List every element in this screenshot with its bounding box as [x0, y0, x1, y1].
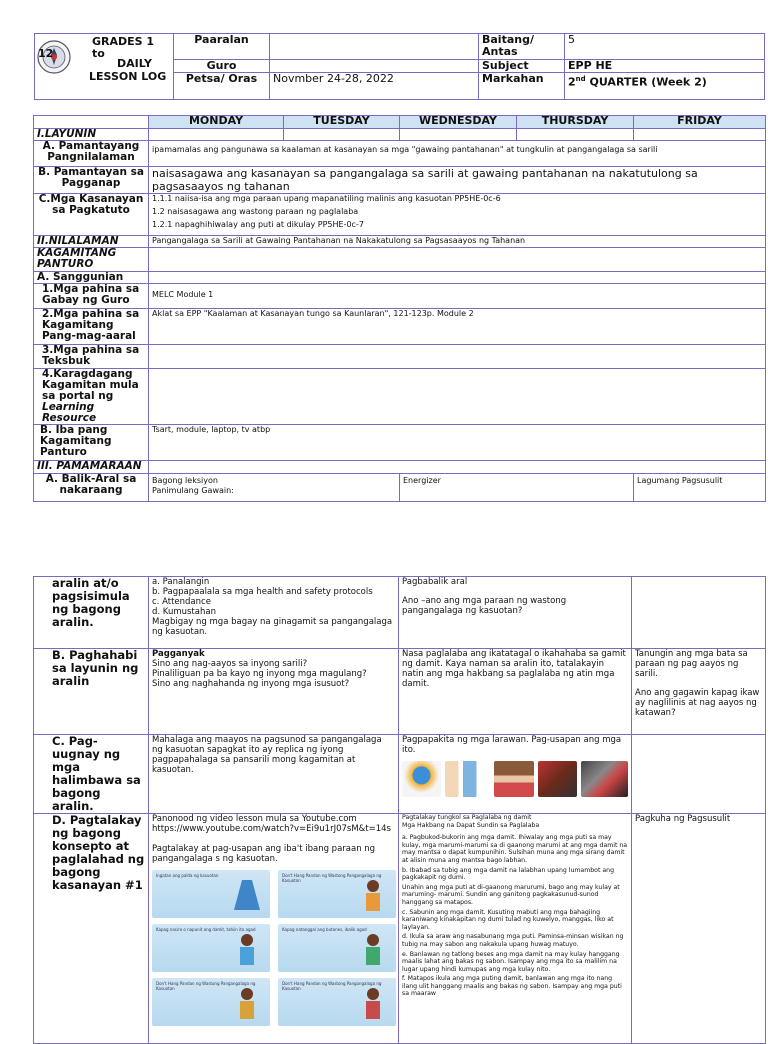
kasanayan-list: [149, 194, 766, 236]
picture-strip: [402, 761, 628, 797]
paaralan-value[interactable]: [270, 34, 479, 60]
lesson-table-continued: [33, 576, 766, 1044]
nilalaman-heading: II.NILALAMAN: [34, 236, 149, 248]
balik-aral-label: A. Balik-Aral sa nakaraang: [34, 474, 149, 502]
header-daily: DAILY: [117, 57, 152, 70]
day-tuesday: TUESDAY: [284, 116, 400, 129]
hanging-card: Don't Hang Pandan ng Wastong Pangangalaga ng Kasuotan: [152, 978, 270, 1026]
kasanayan-item: 1.2 naisasagawa ang wastong paraan ng paglalaba: [152, 207, 359, 216]
gabay-text: MELC Module 1: [149, 284, 766, 309]
pag-uugnay-label: C. Pag-uugnay ng mga halimbawa sa bagong aralin.: [34, 735, 149, 814]
iba-pang-kagamitan-text: Tsart, module, laptop, tv atbp: [149, 425, 766, 461]
pamantayan-pagganap-text: naisasagawa ang kasanayan sa pangangalaga sa sarili at gawaing pantahanan na nakatutulong sa pagsasaayos ng tahanan: [149, 167, 766, 194]
markahan-label: Markahan: [479, 73, 565, 100]
kagamitang-mag-aaral-label: 2.Mga pahina sa Kagamitang Pang-mag-aaral: [34, 309, 149, 345]
pamantayan-pagganap-label: B. Pamantayan sa Pagganap: [34, 167, 149, 194]
petsa-label: Petsa/ Oras: [174, 73, 270, 100]
girl-image: [494, 761, 533, 797]
baitang-value[interactable]: 5: [565, 34, 765, 60]
baitang-label: Baitang/ Antas: [479, 34, 565, 60]
nilalaman-text: Pangangalaga sa Sarili at Gawaing Pantahanan na Nakakatulong sa Pagsasaayos ng Tahanan: [149, 236, 766, 248]
r1-monday: a. Panalangin b. Pagpapaalala sa mga health and safety protocols c. Attendance d. Kumustahan Magbigay ng mga bagay na ginagamit sa pangangalaga ng kasuotan.: [149, 577, 399, 649]
petsa-value[interactable]: Novmber 24-28, 2022: [270, 73, 479, 100]
boy-card: Don't Hang Pandan ng Wastong Pangangalaga ng Kasuotan: [278, 978, 396, 1026]
iba-pang-kagamitan-label: B. Iba pang Kagamitang Panturo: [34, 425, 149, 461]
quarter-value[interactable]: 2nd QUARTER (Week 2): [565, 73, 765, 100]
balik-aral-label-cont: aralin at/o pagsisimula ng bagong aralin.: [34, 577, 149, 649]
header-grades: GRADES 1 to: [92, 35, 155, 60]
r4-wednesday: Pagtalakay tungkol sa Paglalaba ng damit Mga Hakbang na Dapat Sundin sa Paglalaba a. Pagbukod-bukorin ang mga damit. Ihiwalay ang mga puti sa may kulay, mga marumi-marumi sa di gaanong marumi at ang mga damit na may mantsa o dapat kumpunihin. Sulsihan muna ang mga sirang damit at alisin muna ang mantsa bago labhan. b. Ibabad sa tubig ang mga damit na lalabhan upang lumambot ang pagkakapit ng dumi. Unahin ang mga puti at di-gaanong marurumi, bago ang may kulay at maruming- marumi. Sundin ang ganitong pagkakasunud-sunod hanggang sa matapos. c. Sabunin ang mga damit. Kusuting mabuti ang mga bahagiing karaniwang kinakapitan ng dumi tulad ng kuwelyo, manggas, liko at laylayan. d. Ikula sa araw ang nasabunang mga puti. Paminsa-minsan wisikan ng tubig na may sabon ang nakakula upang huwag matuyo. e. Banlawan ng tatlong beses ang mga damit na may kulay hanggang maalis lahat ang bakas ng sabon. Isampay ang mga ito sa malilim na lugar upang hindi kumupas ang mga kulay nito. f. Matapos ikula ang mga puting damit, banlawan ang mga ito nang ilang ulit hanggang maalis ang bakas ng sabon. Isampay ang mga puti sa maaraw: [399, 814, 632, 1044]
r3-monday: Mahalaga ang maayos na pagsunod sa pangangalaga ng kasuotan sapagkat ito ay replica ng iyong pagpapahalaga sa pansarili mong kagamitan at kasuotan.: [149, 735, 399, 814]
day-friday: FRIDAY: [634, 116, 766, 129]
skirt-card: Ingatan ang palda ng kasuotan: [152, 870, 270, 918]
subject-label: Subject: [479, 60, 565, 73]
illustration-cards: [152, 870, 395, 1026]
layunin-heading: I.LAYUNIN: [34, 129, 149, 141]
paaralan-label: Paaralan: [174, 34, 270, 60]
room-image: [538, 761, 577, 797]
lesson-table-top: [33, 115, 766, 502]
laundry-basin-image: [402, 761, 441, 797]
kagamitang-heading: KAGAMITANG PANTURO: [34, 248, 149, 272]
grade-number: 12: [38, 47, 54, 60]
kasanayan-item: 1.2.1 napaghihiwalay ang puti at dikulay PP5HE-0c-7: [152, 220, 364, 229]
video-link[interactable]: https://www.youtube.com/watch?v=Ei9u1rJ07sM&t=14s: [152, 824, 391, 834]
subject-value[interactable]: EPP HE: [565, 60, 765, 73]
kasanayan-label: C.Mga Kasanayan sa Pagkatuto: [34, 194, 149, 236]
sewing-card: Kapag nasira o napunit ang damit, tahiin ito agad: [152, 924, 270, 972]
r3-wednesday: Pagpapakita ng mga larawan. Pag-usapan ang mga ito.: [399, 735, 632, 814]
paghahabi-label: B. Paghahabi sa layunin ng aralin: [34, 649, 149, 735]
children-image: [445, 761, 490, 797]
pamantayang-pangnilalaman-text: ipamamalas ang pangunawa sa kaalaman at kasanayan sa mga "gawaing pantahanan" at tungkulin at pangangalaga sa sarili: [149, 141, 766, 167]
header-lesson-log: LESSON LOG: [89, 70, 167, 83]
r2-monday: Pagganyak Sino ang nag-aayos sa inyong sarili? Pinaliliguan pa ba kayo ng inyong mga magulang? Sino ang naghahanda ng inyong mga isusuot?: [149, 649, 399, 735]
day-thursday: THURSDAY: [517, 116, 634, 129]
sanggunian-heading: A. Sanggunian: [34, 272, 149, 284]
kasanayan-item: 1.1.1 naiisa-isa ang mga paraan upang mapanatiling malinis ang kasuotan PP5HE-0c-6: [152, 194, 501, 203]
pamantayang-pangnilalaman-label: A. Pamantayang Pangnilalaman: [34, 141, 149, 167]
day-wednesday: WEDNESDAY: [400, 116, 517, 129]
header-table: [34, 33, 765, 100]
karagdagang-label: 4.Karagdagang Kagamitan mula sa portal ng Learning Resource: [34, 369, 149, 425]
corner-cell: [34, 116, 149, 129]
balik-aral-monday: Bagong leksiyon Panimulang Gawain:: [149, 474, 400, 502]
header-title-cell: [35, 34, 174, 100]
r4-friday: Pagkuha ng Pagsusulit: [632, 814, 766, 1044]
kagamitang-mag-aaral-text: Aklat sa EPP "Kaalaman at Kasanayan tungo sa Kaunlaran", 121-123p. Module 2: [149, 309, 766, 345]
button-card: Kapag natanggal ang butones, ibalik agad: [278, 924, 396, 972]
r2-wednesday: Nasa paglalaba ang ikatatagal o ikahahaba sa gamit ng damit. Kaya naman sa aralin ito, tatalakayin natin ang mga hakbang sa paglalaba ng atin mga damit.: [399, 649, 632, 735]
guro-label: Guro: [174, 60, 270, 73]
pagtalakay-label: D. Pagtalakay ng bagong konsepto at paglalahad ng bagong kasanayan #1: [34, 814, 149, 1044]
clothes-image: [581, 761, 628, 797]
r2-friday: Tanungin ang mga bata sa paraan ng pag aayos ng sarili. Ano ang gagawin kapag ikaw ay naglilinis at nag aayos ng katawan?: [632, 649, 766, 735]
gabay-label: 1.Mga pahina sa Gabay ng Guro: [34, 284, 149, 309]
balik-aral-wednesday: Energizer: [400, 474, 634, 502]
teksbuk-label: 3.Mga pahina sa Teksbuk: [34, 345, 149, 369]
r4-monday: Panonood ng video lesson mula sa Youtube.com https://www.youtube.com/watch?v=Ei9u1rJ07sM&t=14s Pagtalakay at pag-usapan ang iba't ibang paraan ng pangangalaga s ng kasuotan. Ingatan ang palda ng kasuotan Don't Hang Pandan ng Wastong Pangangalaga ng Kasuotan Kapag nasira o napunit ang damit, tahiin ito agad Kapag natanggal ang butones, ibalik agad Don't Hang Pandan ng Wastong Pangangalaga ng Kasuotan Don't Hang Pandan ng Wastong Pangangalaga ng Kasuotan: [149, 814, 399, 1044]
girl-card: Don't Hang Pandan ng Wastong Pangangalaga ng Kasuotan: [278, 870, 396, 918]
day-monday: MONDAY: [149, 116, 284, 129]
balik-aral-friday: Lagumang Pagsusulit: [634, 474, 766, 502]
pamamaraan-heading: III. PAMAMARAAN: [34, 461, 149, 474]
r1-wednesday: Pagbabalik aral Ano –ano ang mga paraan ng wastong pangangalaga ng kasuotan?: [399, 577, 632, 649]
guro-value[interactable]: [270, 60, 479, 73]
